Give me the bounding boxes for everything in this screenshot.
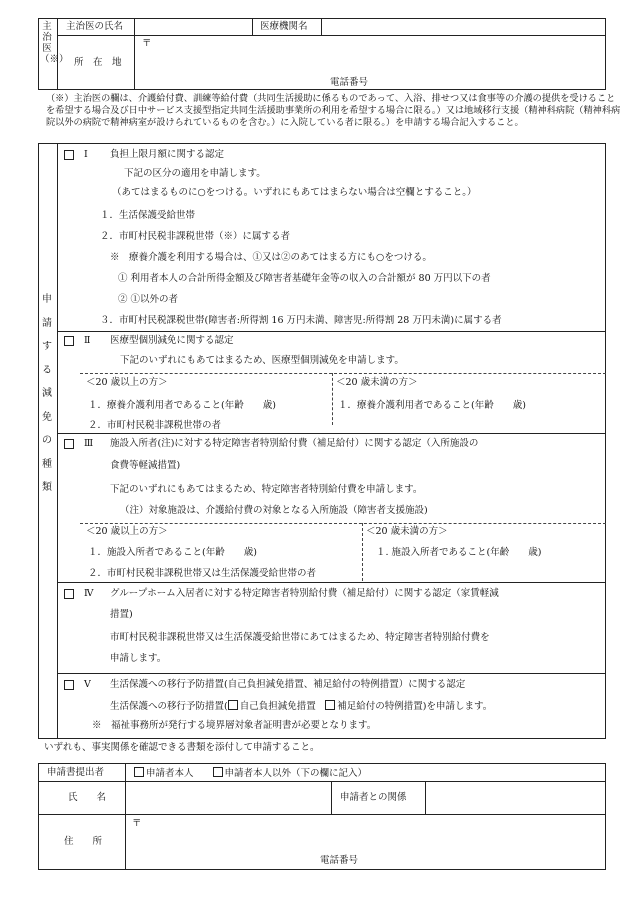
relation-divider-left [331, 781, 332, 814]
reduction-side-divider [57, 143, 58, 739]
submitter-name-field[interactable] [127, 783, 329, 812]
doctor-side-label: 主治医（※） [40, 21, 69, 65]
section2-right-header: ＜20 歳未満の方＞ [336, 377, 418, 388]
submitter-row1-divider [38, 781, 606, 782]
section5-checkbox[interactable] [64, 680, 76, 693]
section3-heading: Ⅲ 施設入所者(注)に対する特定障害者特別給付費（補足給付）に関する認定（入所施設の [84, 438, 479, 449]
section2-left-header: ＜20 歳以上の方＞ [86, 377, 168, 388]
section4-checkbox[interactable] [64, 589, 76, 602]
section1-item2[interactable]: ２．市町村民税非課税世帯（※）に属する者 [100, 231, 291, 242]
doctor-address-label: 所 在 地 [74, 57, 122, 68]
section4-line2: 申請します。 [110, 653, 167, 664]
section1-line2: （あてはまるものに○をつける。いずれにもあてはまらない場合は空欄とすること。） [112, 187, 477, 198]
section4-heading: Ⅳ グループホーム入居者に対する特定障害者特別給付費（補足給付）に関する認定（家賃軽減 [84, 588, 499, 599]
submitter-label: 申請書提出者 [47, 767, 105, 778]
section4-divider [57, 673, 606, 674]
section1-note: ※ 療養介護を利用する場合は、①又は②のあてはまる方にも○をつける。 [110, 252, 432, 263]
doctor-postal-mark: 〒 [142, 38, 152, 49]
section3-right-header: ＜20 歳未満の方＞ [366, 526, 448, 537]
relation-label: 申請者との関係 [340, 792, 407, 803]
section2-right-item1[interactable]: １．療養介護利用者であること(年齢 歳) [338, 400, 526, 411]
section2-line1: 下記のいずれにもあてはまるため、医療型個別減免を申請します。 [120, 355, 404, 366]
footer-note: いずれも、事実関係を確認できる書類を添付して申請すること。 [44, 742, 320, 753]
submitter-address-field[interactable] [146, 816, 602, 852]
section2-left-item1[interactable]: １．療養介護利用者であること(年齢 歳) [88, 400, 276, 411]
section3-line2: （注）対象施設は、介護給付費の対象となる入所施設（障害者支援施設) [120, 505, 428, 516]
section2-checkbox[interactable] [64, 336, 76, 349]
section3-left-item1[interactable]: １．施設入所者であること(年齢 歳) [88, 547, 257, 558]
section3-dash-mid [362, 523, 363, 581]
doctor-phone-label: 電話番号 [330, 77, 369, 88]
relation-field[interactable] [427, 783, 603, 812]
section2-heading: Ⅱ 医療型個別減免に関する認定 [84, 335, 234, 346]
self-checkbox[interactable] [134, 767, 144, 777]
section5-heading: Ⅴ 生活保護への移行予防措置(自己負担減免措置、補足給付の特例措置）に関する認定 [84, 679, 466, 690]
doctor-row-divider [57, 35, 606, 36]
doctor-inst-divider-right [321, 18, 322, 35]
section1-item1[interactable]: １．生活保護受給世帯 [100, 210, 196, 221]
institution-label: 医療機関名 [260, 21, 308, 32]
section3-divider [57, 582, 606, 583]
submitter-name-label: 氏 名 [68, 792, 107, 803]
section3-heading-cont: 食費等軽減措置) [110, 460, 181, 471]
section3-right-item1[interactable]: １. 施設入所者であること(年齢 歳) [376, 547, 542, 558]
section1-item3[interactable]: ３．市町村民税課税世帯(障害者:所得割 16 万円未満、障害児:所得割 28 万円未満)に属する者 [100, 315, 502, 326]
section2-divider [57, 433, 606, 434]
submitter-row2-divider [38, 814, 606, 815]
section2-left-item2[interactable]: ２．市町村民税非課税世帯の者 [88, 420, 222, 431]
section1-sub1[interactable]: ① 利用者本人の合計所得金額及び障害者基礎年金等の収入の合計額が 80 万円以下の者 [118, 273, 491, 284]
section3-left-header: ＜20 歳以上の方＞ [86, 526, 168, 537]
section5-note: ※ 福祉事務所が発行する境界層対象者証明書が必要となります。 [92, 720, 377, 731]
doctor-name-field[interactable] [136, 19, 250, 34]
doctor-name-label: 主治医の氏名 [66, 21, 124, 32]
submitter-postal-mark: 〒 [132, 818, 142, 829]
section4-heading-cont: 措置) [110, 609, 133, 620]
section3-dash-top [80, 523, 606, 524]
section3-left-item2[interactable]: ２．市町村民税非課税世帯又は生活保護受給世帯の者 [88, 568, 317, 579]
section3-checkbox[interactable] [64, 439, 76, 452]
section4-line1: 市町村民税非課税世帯又は生活保護受給世帯にあてはまるため、特定障害者特別給付費を [110, 632, 490, 643]
section1-line1: 下記の区分の適用を申請します。 [124, 168, 266, 179]
section5-line1: 生活保護への移行予防措置( 自己負担減免措置 補足給付の特例措置)を申請します。 [110, 701, 493, 712]
institution-field[interactable] [323, 19, 603, 34]
other-checkbox[interactable] [213, 767, 223, 777]
section1-sub2[interactable]: ② ①以外の者 [118, 294, 179, 305]
reduction-side-label: 申請する減免の種類 [42, 294, 52, 493]
submitter-address-label: 住 所 [64, 836, 103, 847]
submitter-label-divider [125, 763, 126, 870]
submitter-phone-label: 電話番号 [320, 855, 359, 866]
opt-special-checkbox[interactable] [325, 700, 335, 710]
submitter-options: 申請者本人 申請者本人以外（下の欄に記入） [134, 767, 367, 780]
doctor-address-field[interactable] [156, 37, 602, 73]
doctor-note: （※）主治医の欄は、介護給付費、訓練等給付費（共同生活援助に係るものであって、入浴、排せつ又は食事等の介護の提供を受けることを希望する場合及び日中サービス支援型指定共同生活援助事業所の利用を希望する場合に限る。）又は地域移行支援（精神科病院（精神科病院以外の病院で精神病室が設けられているものを含む。）に入院している者に限る。）を申請する場合記入すること。 [46, 93, 621, 129]
section1-heading: Ⅰ 負担上限月額に関する認定 [84, 149, 225, 160]
section3-line1: 下記のいずれにもあてはまるため、特定障害者特別給付費を申請します。 [110, 484, 423, 495]
doctor-inst-divider-left [252, 18, 253, 35]
section2-dash-top [80, 373, 606, 374]
opt-self-pay-checkbox[interactable] [228, 700, 238, 710]
doctor-label-divider [134, 18, 135, 90]
section2-dash-mid [332, 373, 333, 425]
relation-divider-right [425, 781, 426, 814]
section1-checkbox[interactable] [64, 150, 76, 163]
section1-divider [57, 331, 606, 332]
